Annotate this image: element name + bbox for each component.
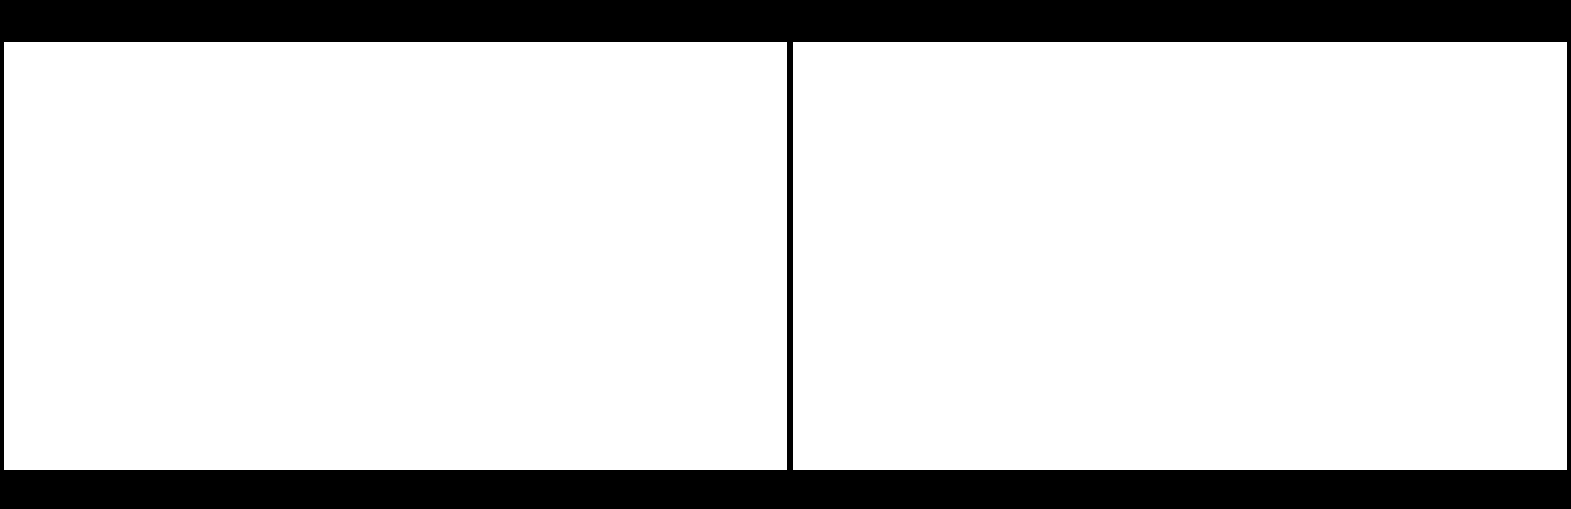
reader-page-right[interactable] <box>793 42 1567 470</box>
reader-page-left[interactable] <box>4 42 787 470</box>
